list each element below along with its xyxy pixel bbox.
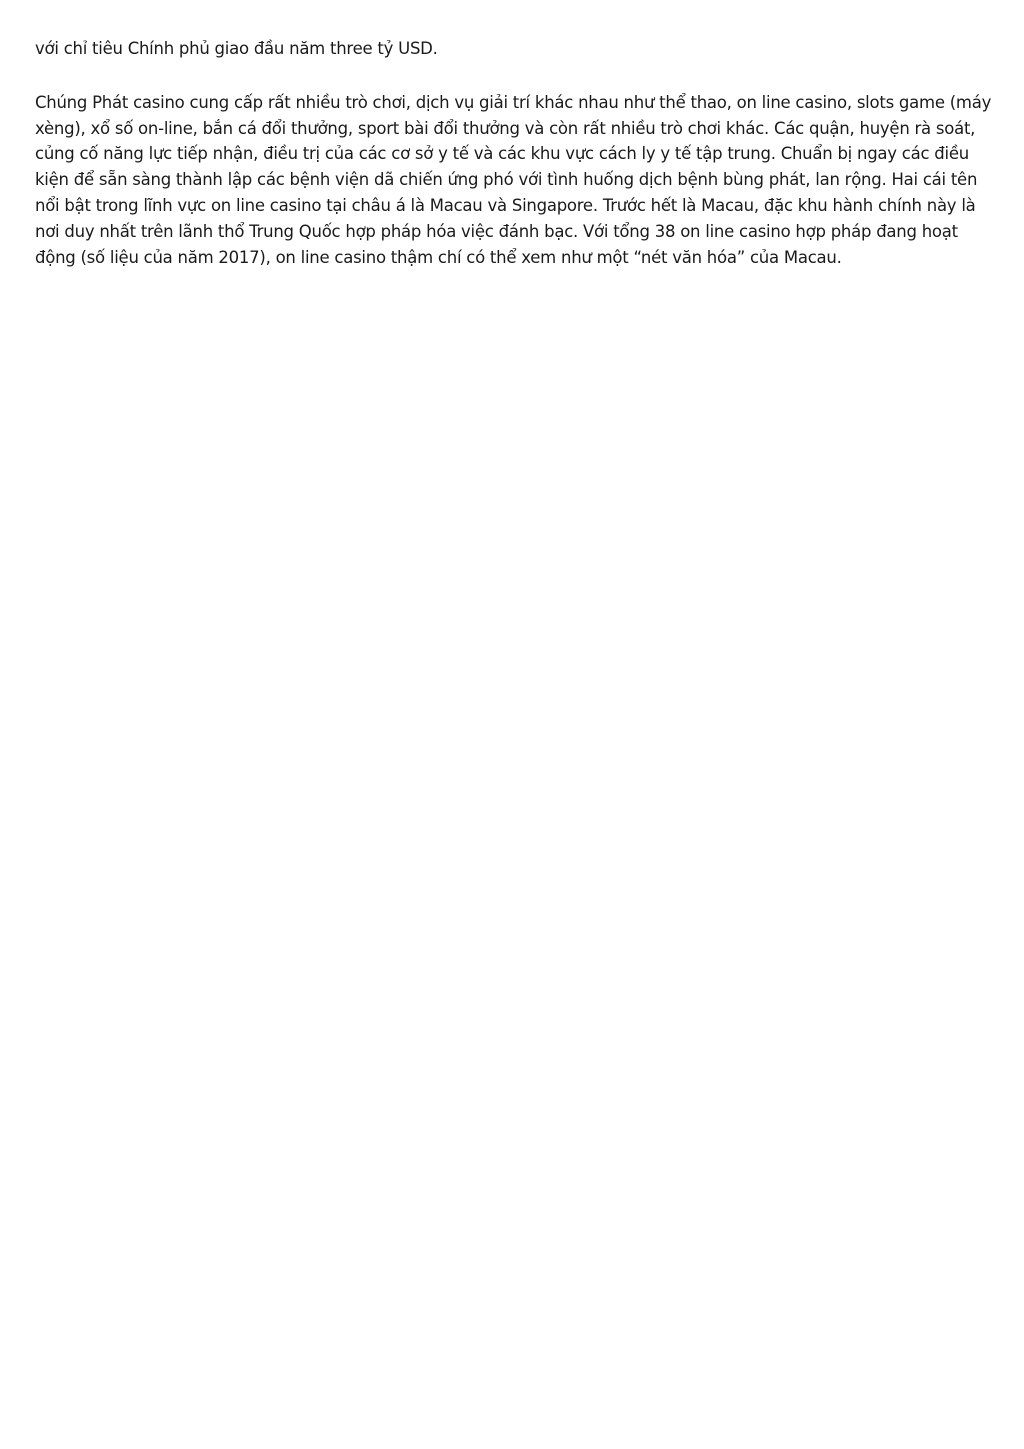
document-body [35,36,995,270]
paragraph-1: với chỉ tiêu Chính phủ giao đầu năm three tỷ USD. [35,39,438,58]
paragraph-2: Chúng Phát casino cung cấp rất nhiều trò chơi, dịch vụ giải trí khác nhau như thể thao, on line casino, slots game (máy xèng), xổ số on-line, bắn cá đổi thưởng, sport bài đổi thưởng và còn rất nhiều trò chơi khác. Các quận, huyện rà soát, củng cố năng lực tiếp nhận, điều trị của các cơ sở y tế và các khu vực cách ly y tế tập trung. Chuẩn bị ngay các điều kiện để sẵn sàng thành lập các bệnh viện dã chiến ứng phó với tình huống dịch bệnh bùng phát, lan rộng. Hai cái tên nổi bật trong lĩnh vực on line casino tại châu á là Macau và Singapore. Trước hết là Macau, đặc khu hành chính này là nơi duy nhất trên lãnh thổ Trung Quốc hợp pháp hóa việc đánh bạc. Với tổng 38 on line casino hợp pháp đang hoạt động (số liệu của năm 2017), on line casino thậm chí có thể xem như một “nét văn hóa” của Macau. [35,92,992,267]
